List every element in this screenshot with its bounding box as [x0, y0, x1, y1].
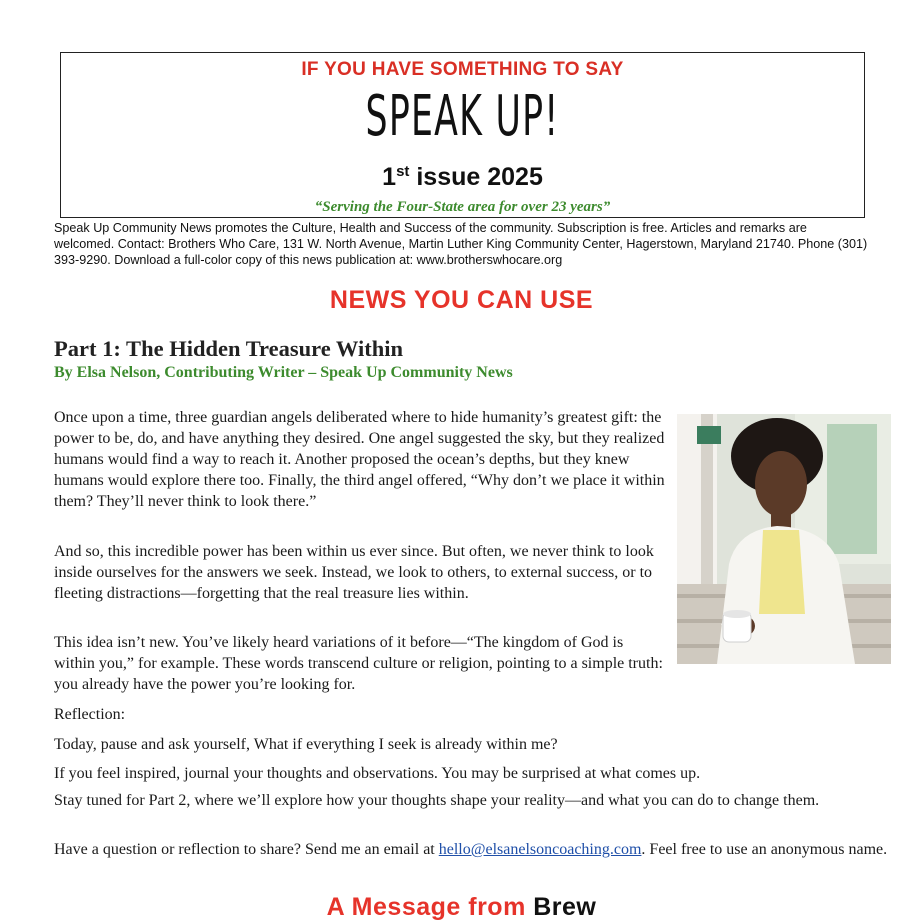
article-paragraph: Stay tuned for Part 2, where we’ll explore how your thoughts shape your reality—and what you can do to change them.: [54, 792, 820, 809]
masthead-title: SPEAK UP!: [365, 84, 560, 149]
issue-ordinal: st: [396, 163, 410, 180]
about-paragraph: Speak Up Community News promotes the Culture, Health and Success of the community. Subscription is free. Articles and remarks are welcomed. Contact: Brothers Who Care, 131 W. North Avenue, Martin Luther King Community Center, Hagerstown, Maryland 21740. Phone (301) 393-9290. Download a full-color copy of this news publication at: www.brotherswhocare.org: [54, 221, 868, 267]
article-paragraph: And so, this incredible power has been within us ever since. But often, we never think to look inside ourselves for the answers we seek. Instead, we look to others, to external success, or to fleeting distractions—forgetting that the real treasure lies within.: [54, 543, 654, 602]
masthead-motto: “Serving the Four-State area for over 23 years”: [314, 199, 611, 215]
article-paragraph: Today, pause and ask yourself, What if everything I seek is already within me?: [54, 736, 558, 753]
article-paragraph: This idea isn’t new. You’ve likely heard variations of it before—“The kingdom of God is within you,” for example. These words transcend culture or religion, pointing to a simple truth: you already have the power you’re looking for.: [54, 634, 663, 693]
message-heading-name: Brew: [533, 893, 597, 921]
section-heading-news: NEWS YOU CAN USE: [329, 286, 594, 314]
email-link[interactable]: hello@elsanelsoncoaching.com: [438, 841, 642, 858]
section-heading-message: [0, 893, 923, 922]
issue-number: 1: [382, 163, 397, 191]
issue-label: [61, 163, 864, 192]
contact-lead-text: Have a question or reflection to share? Send me an email at: [54, 841, 439, 858]
message-heading-lead: A Message from: [326, 893, 534, 921]
article-paragraph: Once upon a time, three guardian angels deliberated where to hide humanity’s greatest gift: the power to be, do, and have anything they desired. One angel suggested the sky, but they realized humans would find a way to reach it. Another proposed the ocean’s depths, but they knew humans would explore there too. Finally, the third angel offered, “Why don’t we place it within them? They’ll never think to look there.”: [54, 409, 665, 510]
article-paragraph: If you feel inspired, journal your thoughts and observations. You may be surprised at what comes up.: [54, 765, 701, 782]
article-paragraph: Reflection:: [54, 706, 126, 723]
article-title: Part 1: The Hidden Treasure Within: [54, 336, 404, 361]
masthead-tagline: IF YOU HAVE SOMETHING TO SAY: [301, 59, 624, 80]
author-photo-illustration: [677, 414, 891, 664]
contact-tail-text: . Feel free to use an anonymous name.: [641, 841, 888, 858]
masthead-box: [60, 52, 865, 218]
article-byline: By Elsa Nelson, Contributing Writer – Speak Up Community News: [54, 364, 513, 381]
issue-year: issue 2025: [409, 163, 543, 191]
author-photo: [677, 414, 891, 664]
article-paragraph: [54, 839, 889, 860]
